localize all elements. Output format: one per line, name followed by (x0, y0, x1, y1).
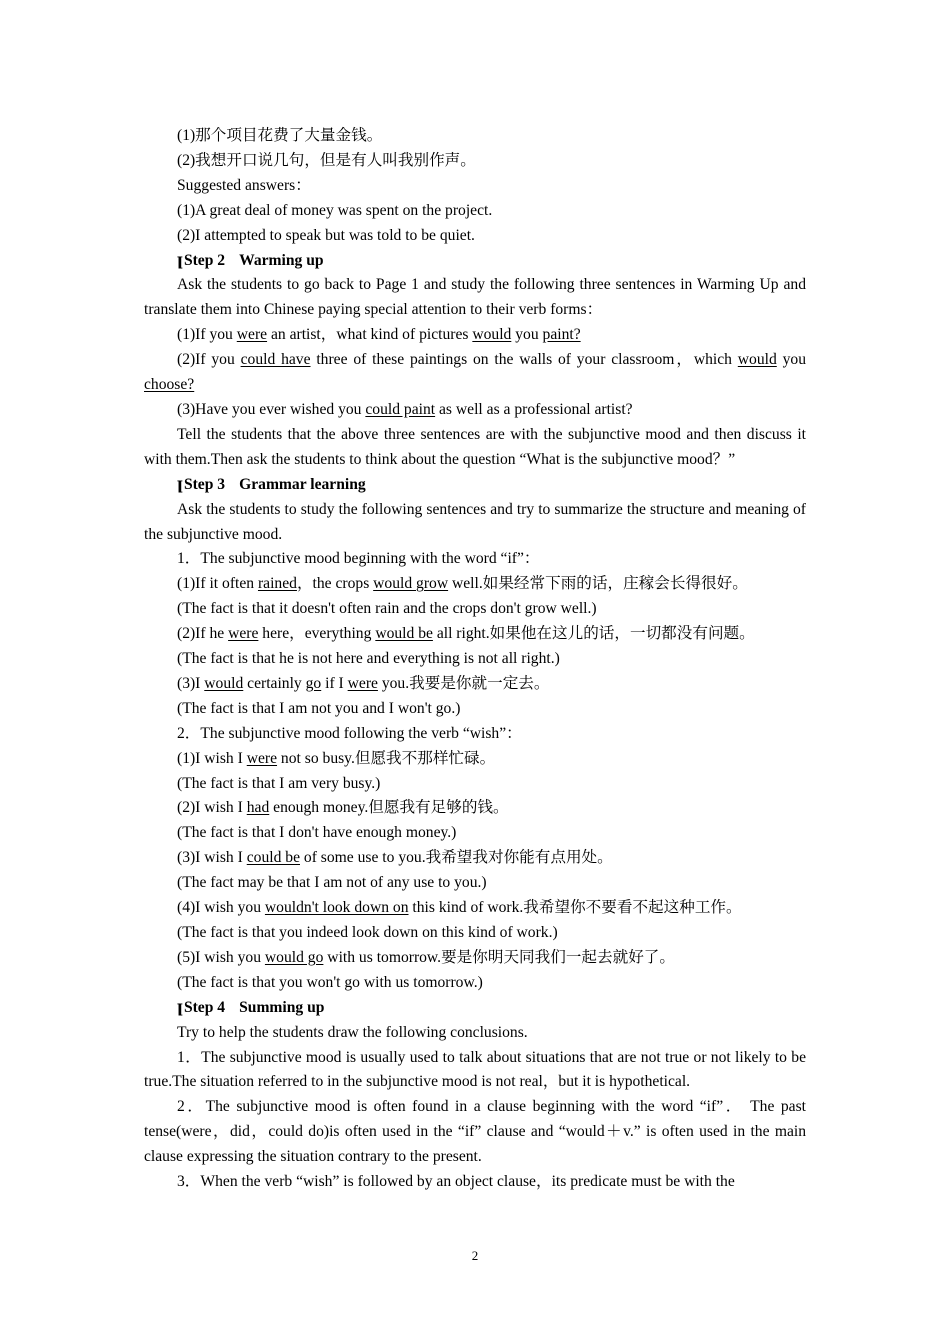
wish-fact-2: (The fact is that I don't have enough money.) (177, 824, 457, 842)
if-example-1: (1)If it often rained，the crops would grow well.如果经常下雨的话，庄稼会长得很好。 (177, 575, 748, 593)
step-2-outro: Tell the students that the above three sentences are with the subjunctive mood and then discuss it with them.Then ask the students to think about the question “What is the subjunctive mood？” (144, 425, 806, 468)
wish-example-3: (3)I wish I could be of some use to you.我希望我对你能有点用处。 (177, 849, 613, 867)
wish-example-5: (5)I wish you would go with us tomorrow.要是你明天同我们一起去就好了。 (177, 948, 675, 966)
warmup-sentence-3: (3)Have you ever wished you could paint as well as a professional artist? (177, 400, 633, 418)
conclusion-1: 1．The subjunctive mood is usually used to talk about situations that are not true or not likely to be true.The situation referred to in the subjunctive mood is not real，but it is hypothetical. (144, 1048, 806, 1091)
wish-example-4: (4)I wish you wouldn't look down on this kind of work.我希望你不要看不起这种工作。 (177, 899, 742, 917)
if-example-3: (3)I would certainly go if I were you.我要是你就一定去。 (177, 674, 550, 692)
step-title: Grammar learning (239, 475, 366, 493)
step-marker-icon: ꞁ (177, 251, 183, 269)
answer-2: (2)I attempted to speak but was told to be quiet. (177, 226, 475, 244)
step-2-heading (144, 249, 806, 274)
answer-1: (1)A great deal of money was spent on the project. (177, 201, 493, 219)
step-label: Step 2 (183, 251, 226, 269)
wish-example-2: (2)I wish I had enough money.但愿我有足够的钱。 (177, 799, 509, 817)
step-label: Step 3 (183, 475, 226, 493)
step-3-heading (144, 473, 806, 498)
if-fact-3: (The fact is that I am not you and I won't go.) (177, 699, 461, 717)
step-marker-icon: ꞁ (177, 475, 183, 493)
warmup-sentence-1: (1)If you were an artist，what kind of pictures would you paint? (177, 326, 581, 344)
suggested-answers-label: Suggested answers： (177, 176, 311, 194)
wish-example-1: (1)I wish I were not so busy.但愿我不那样忙碌。 (177, 749, 496, 767)
document-page (144, 124, 806, 1195)
step-2-intro: Ask the students to go back to Page 1 and study the following three sentences in Warming Up and translate them into Chinese paying special attention to their verb forms： (144, 276, 806, 319)
step-3-intro: Ask the students to study the following sentences and try to summarize the structure and meaning of the subjunctive mood. (144, 500, 806, 543)
chinese-sentence-2: (2)我想开口说几句，但是有人叫我别作声。 (177, 151, 476, 169)
page-number: 2 (471, 1248, 479, 1263)
wish-heading: 2．The subjunctive mood following the verb “wish”： (177, 724, 522, 742)
conclusion-3: 3．When the verb “wish” is followed by an object clause，its predicate must be with the (177, 1173, 735, 1191)
if-fact-1: (The fact is that it doesn't often rain and the crops don't grow well.) (177, 600, 597, 618)
step-title: Summing up (239, 998, 325, 1016)
if-heading: 1．The subjunctive mood beginning with the word “if”： (177, 550, 540, 568)
step-4-intro: Try to help the students draw the following conclusions. (177, 1023, 528, 1041)
wish-fact-3: (The fact may be that I am not of any use to you.) (177, 874, 487, 892)
step-label: Step 4 (183, 998, 226, 1016)
chinese-sentence-1: (1)那个项目花费了大量金钱。 (177, 127, 383, 144)
warmup-sentence-2: (2)If you could have three of these paintings on the walls of your classroom，which would you choose? (144, 351, 806, 394)
conclusion-2: 2．The subjunctive mood is often found in a clause beginning with the word “if”． The past tense(were，did，could do)is often used in the “if” clause and “would＋v.” is often used in the main clause expressing the situation contrary to the present. (144, 1098, 806, 1166)
step-marker-icon: ꞁ (177, 998, 183, 1016)
step-title: Warming up (239, 251, 324, 269)
if-example-2: (2)If he were here，everything would be all right.如果他在这儿的话，一切都没有问题。 (177, 625, 755, 643)
wish-fact-1: (The fact is that I am very busy.) (177, 774, 381, 792)
step-4-heading (144, 996, 806, 1021)
wish-fact-4: (The fact is that you indeed look down on this kind of work.) (177, 924, 558, 941)
if-fact-2: (The fact is that he is not here and everything is not all right.) (177, 650, 560, 668)
wish-fact-5: (The fact is that you won't go with us tomorrow.) (177, 973, 483, 991)
